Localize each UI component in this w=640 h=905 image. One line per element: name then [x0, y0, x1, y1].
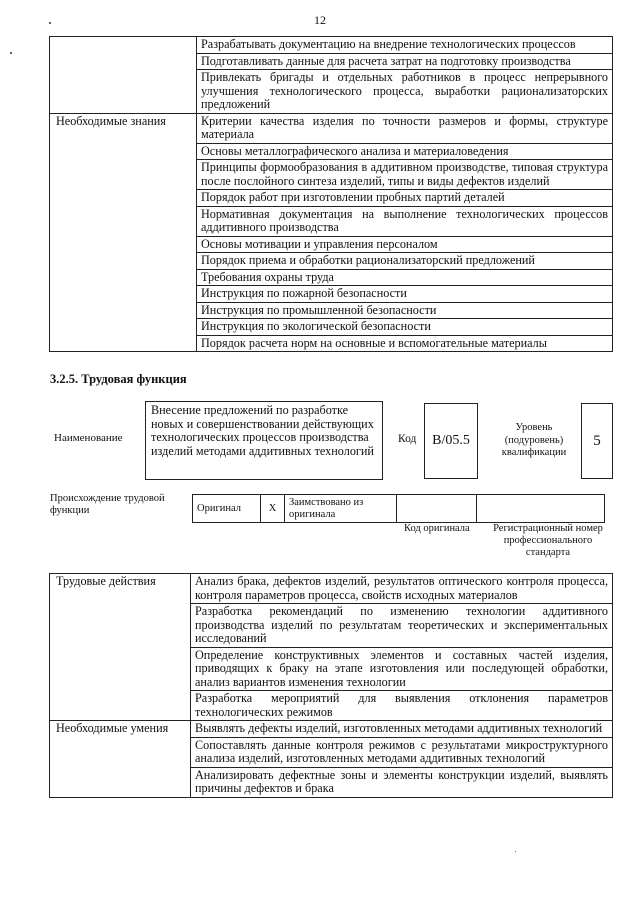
table-cell: Сопоставлять данные контроля режимов с результатами микроструктурного анализа изделий, изготовленных методами аддитивных технологий	[191, 737, 613, 767]
scan-speck	[515, 851, 516, 852]
table-cell: Основы металлографического анализа и материаловедения	[197, 143, 613, 160]
table-row	[50, 721, 613, 738]
actions-label: Трудовые действия	[50, 574, 191, 721]
table-cell: Инструкция по пожарной безопасности	[197, 286, 613, 303]
table-cell: Разрабатывать документацию на внедрение технологических процессов	[197, 37, 613, 54]
skills-label: Необходимые умения	[50, 721, 191, 798]
original-label: Оригинал	[193, 495, 261, 523]
table-cell: Принципы формообразования в аддитивном производстве, типовая структура после послойного синтеза изделий, типы и виды дефектов изделий	[197, 160, 613, 190]
table-cell: Привлекать бригады и отдельных работников в процесс непрерывного улучшения технологического процесса, выработки рационализаторских предложений	[197, 70, 613, 114]
section-title: 3.2.5. Трудовая функция	[50, 372, 187, 386]
page-number: 12	[314, 13, 326, 27]
registration-number-cell	[477, 495, 605, 523]
empty-label-cell	[50, 37, 197, 114]
table-cell: Порядок работ при изготовлении пробных партий деталей	[197, 190, 613, 207]
table-row	[50, 113, 613, 143]
table-cell: Инструкция по экологической безопасности	[197, 319, 613, 336]
table-cell: Анализ брака, дефектов изделий, результатов оптического контроля процесса, контроля параметров процесса, свойств исходных материалов	[191, 574, 613, 604]
table-row	[193, 495, 605, 523]
code-label: Код	[398, 433, 417, 445]
table-cell: Требования охраны труда	[197, 269, 613, 286]
table-cell: Основы мотивации и управления персоналом	[197, 236, 613, 253]
table-cell: Разработка мероприятий для выявления отклонения параметров технологических режимов	[191, 691, 613, 721]
table-cell: Определение конструктивных элементов и составных частей изделия, приводящих к браку на этапе изготовления или последующей обработки, анализ вариантов изменения технологии	[191, 647, 613, 691]
scan-speck	[10, 52, 12, 54]
table-row	[50, 574, 613, 604]
level-value-box: 5	[581, 403, 613, 479]
knowledge-label: Необходимые знания	[50, 113, 197, 352]
table-cell: Порядок расчета норм на основные и вспомогательные материалы	[197, 335, 613, 352]
original-code-label: Код оригинала	[404, 523, 470, 534]
registration-label: Регистрационный номер профессионального стандарта	[493, 523, 603, 558]
table-cell: Инструкция по промышленной безопасности	[197, 302, 613, 319]
scan-speck	[49, 22, 51, 24]
table-cell: Анализировать дефектные зоны и элементы конструкции изделий, выявлять причины дефектов и брака	[191, 767, 613, 797]
upper-table	[49, 36, 613, 352]
table-cell: Нормативная документация на выполнение технологических процессов аддитивного производства	[197, 206, 613, 236]
origin-table	[192, 494, 605, 523]
lower-table	[49, 573, 613, 798]
table-cell: Подготавливать данные для расчета затрат на подготовку производства	[197, 53, 613, 70]
table-cell: Выявлять дефекты изделий, изготовленных методами аддитивных технологий	[191, 721, 613, 738]
name-label: Наименование	[54, 432, 123, 444]
level-label: Уровень (подуровень) квалификации	[501, 422, 567, 458]
code-value-box: B/05.5	[424, 403, 478, 479]
table-cell: Критерии качества изделия по точности размеров и формы, структуре материала	[197, 113, 613, 143]
table-cell: Разработка рекомендаций по изменению технологии аддитивного производства изделий по результатам теоретических и экспериментальных исследований	[191, 604, 613, 648]
borrowed-label: Заимствовано из оригинала	[285, 495, 397, 523]
table-row	[50, 37, 613, 54]
function-name-box: Внесение предложений по разработке новых и совершенствовании действующих технологических процессов производства изделий методами аддитивных технологий	[145, 401, 383, 480]
original-code-cell	[397, 495, 477, 523]
origin-label: Происхождение трудовой функции	[50, 493, 165, 516]
original-mark: X	[261, 495, 285, 523]
table-cell: Порядок приема и обработки рационализаторский предложений	[197, 253, 613, 270]
